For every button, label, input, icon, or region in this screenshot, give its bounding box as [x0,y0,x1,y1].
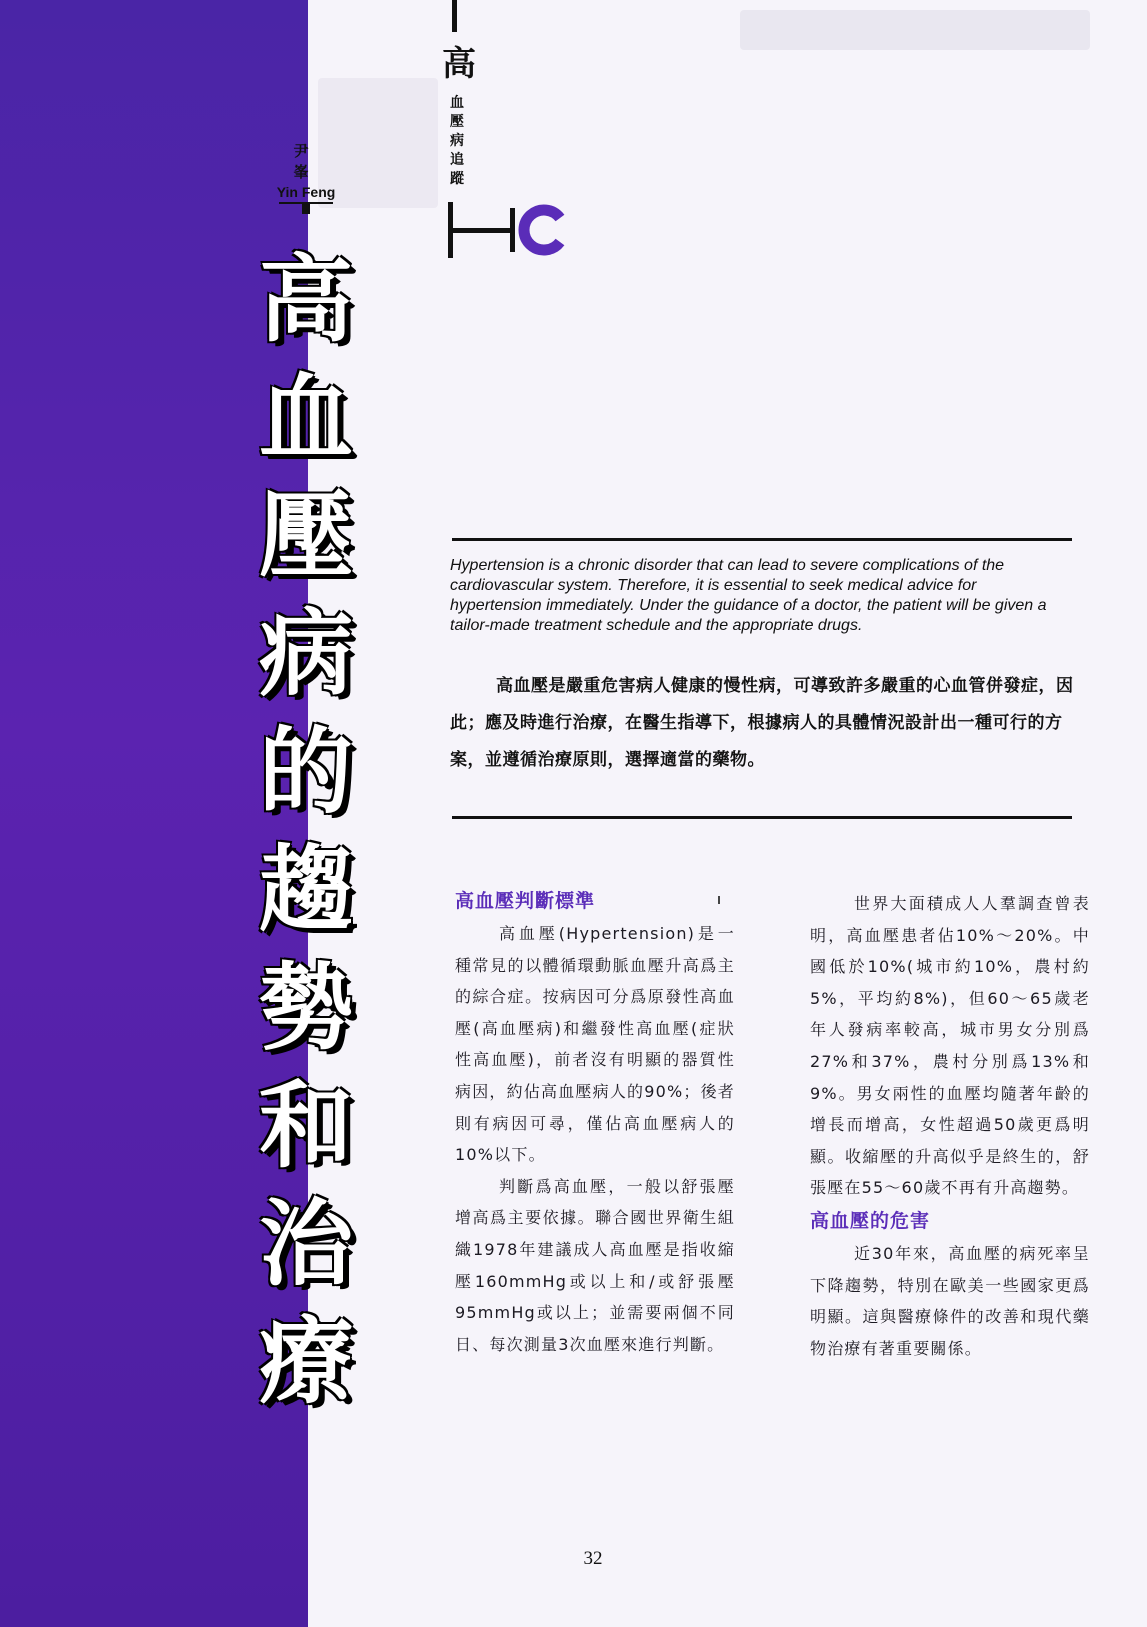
hc-logo-crossbar [448,228,510,233]
title-char: 的 [258,718,353,827]
abstract-bottom-rule [452,816,1072,819]
title-char: 勢 [258,954,353,1063]
body-paragraph: 世界大面積成人人羣調查曾表明，高血壓患者佔10%～20%。中國低於10%(城市約10%，農村約5%，平均約8%)，但60～65歲老年人發病率較高，城市男女分別爲27%和37%，農村分別爲13%和9%。男女兩性的血壓均隨著年齡的增長而增高，女性超過50歲更爲明顯。收縮壓的升高似乎是終生的，舒張壓在55～60歲不再有升高趨勢。 [810,894,1090,1198]
series-label-char: 追 [450,152,464,168]
title-char: 高 [258,246,353,355]
abstract-top-rule [452,538,1072,541]
title-char: 血 [258,364,353,473]
title-char: 病 [258,600,353,709]
abstract-chinese: 高血壓是嚴重危害病人健康的慢性病，可導致許多嚴重的心血管併發症，因此；應及時進行治療，在醫生指導下，根據病人的具體情況設計出一種可行的方案，並遵循治療原則，選擇適當的藥物。 [450,676,1074,770]
logo-bar-top [452,0,457,32]
hc-logo-c [524,210,560,250]
ghost-block-top [740,10,1090,50]
title-char: 和 [258,1072,353,1181]
page-number: 32 [583,1548,603,1569]
abstract-english: Hypertension is a chronic disorder that can lead to severe complications of the cardiovascular system. Therefore, it is essential to seek medical advice for hypertension immediately. Under the guidance of a doctor, the patient will be given a tailor-made treatment schedule and the appropriate drugs. [450,557,1047,634]
body-column-left [455,890,735,1360]
title-char: 壓 [258,482,353,591]
author-name-en: Yin Feng [276,184,336,200]
author-byline [276,140,336,214]
author-tick [302,204,310,214]
title-char: 治 [258,1190,353,1299]
author-name-cn: 尹 峯 [293,142,319,181]
series-label-char: 血 [450,95,464,111]
section-heading: 高血壓判斷標準 [455,890,596,912]
series-label-char: 蹤 [450,171,464,187]
title-char: 趨 [258,836,353,945]
series-label-char: 病 [450,133,464,149]
title-char: 療 [258,1308,353,1417]
body-paragraph: 高血壓(Hypertension)是一種常見的以體循環動脈血壓升高爲主的綜合症。按病因可分爲原發性高血壓(高血壓病)和繼發性高血壓(症狀性高血壓)，前者沒有明顯的器質性病因，約佔高血壓病人的90%；後者則有病因可尋，僅佔高血壓病人的10%以下。 [455,924,735,1165]
body-paragraph: 近30年來，高血壓的病死率呈下降趨勢，特別在歐美一些國家更爲明顯。這與醫療條件的改善和現代藥物治療有著重要關係。 [810,1243,1090,1358]
hc-logo [448,202,578,258]
series-vertical-label [446,94,468,189]
body-column-right [810,894,1090,1364]
article-title [248,242,364,1422]
series-logo-char: 高 [442,44,476,84]
section-heading: 高血壓的危害 [810,1209,931,1232]
hc-logo-right-bar [510,208,515,252]
series-label-char: 壓 [450,114,464,130]
ghost-block-left [318,78,438,208]
body-paragraph: 判斷爲高血壓，一般以舒張壓增高爲主要依據。聯合國世界衛生組織1978年建議成人高血壓是指收縮壓160mmHg或以上和/或舒張壓95mmHg或以上；並需要兩個不同日、每次測量3次血壓來進行判斷。 [455,1176,735,1354]
